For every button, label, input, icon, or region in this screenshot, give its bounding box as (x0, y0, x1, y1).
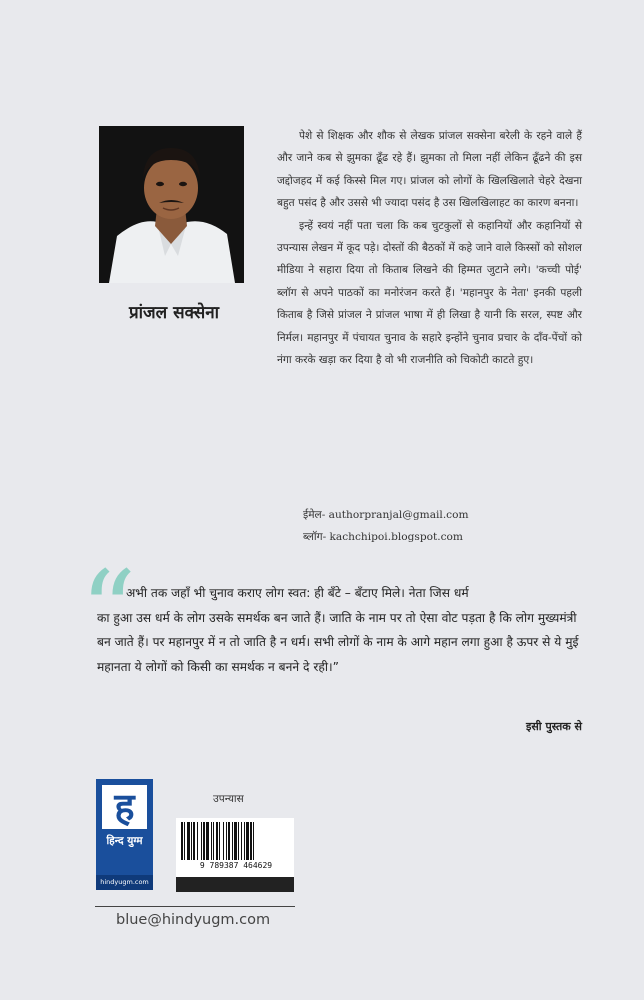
author-name: प्रांजल सक्सेना (128, 303, 220, 323)
barcode-bar (238, 822, 239, 860)
barcode-bar (241, 822, 242, 860)
barcode-bar (197, 822, 198, 860)
barcode-bar (193, 822, 195, 860)
barcode-bars-icon (181, 822, 289, 860)
publisher-logo-url: hindyugm.com (96, 875, 153, 890)
quote-attribution: इसी पुस्तक से (525, 720, 582, 733)
barcode-bar (211, 822, 212, 860)
author-email: ईमेल- authorpranjal@gmail.com (303, 509, 469, 521)
quote-rest: का हुआ उस धर्म के लोग उसके समर्थक बन जाते हैं। जाति के नाम पर तो ऐसा वोट पड़ता है कि लोग मुख्यमंत्री बन जाते हैं। पर महानपुर में न तो जाति है न धर्म। सभी लोगों के नाम के आगे महान लगा हुआ है ऊपर से ये मुई महानता ये लोगों को किसी का समर्थक न बनने दे रही।” (97, 610, 579, 674)
bio-paragraph-2: इन्हें स्वयं नहीं पता चला कि कब चुटकुलों से कहानियों और कहानियों से उपन्यास लेखन में कूद पड़े। दोस्तों की बैठकों में कहे जाने वाले किस्सों को सोशल मीडिया ने सहारा दिया तो किताब लिखने की हिम्मत जुटाने लगे। 'कच्ची पोई' ब्लॉग से अपने पाठकों का मनोरंजन करते हैं। 'महानपुर के नेता' इनकी पहली किताब है जिसे प्रांजल ने प्रांजल भाषा में ही लिखा है यानी कि सरल, स्पष्ट और निर्मल। महानपुर में पंचायत चुनाव के सहारे इन्होंने चुनाव प्रचार के दाँव-पेंचों को नंगा करके खड़ा कर दिया है वो भी राजनीति को चिकोटी काटते हुए। (277, 219, 582, 367)
barcode-bar (203, 822, 205, 860)
barcode-bar (216, 822, 218, 860)
publisher-email: blue@hindyugm.com (116, 912, 271, 928)
barcode-bar (219, 822, 220, 860)
barcode-bar (181, 822, 183, 860)
barcode-bar (228, 822, 230, 860)
publisher-logo (96, 779, 153, 890)
barcode-bar (206, 822, 209, 860)
footer-divider (95, 906, 295, 907)
author-blog: ब्लॉग- kachchipoi.blogspot.com (303, 531, 463, 543)
barcode-bar (253, 822, 254, 860)
barcode-bar (244, 822, 245, 860)
bio-paragraph-1: पेशे से शिक्षक और शौक से लेखक प्रांजल सक्सेना बरेली के रहने वाले हैं और जाने कब से झुमका ढूँढ रहे हैं। झुमका तो मिला नहीं लेकिन ढूँढने की इस जद्दोजहद में कई किस्से मिल गए। प्रांजल को लोगों के खिलखिलाते चेहरे देखना बहुत पसंद है और उससे भी ज्यादा पसंद है उस खिलखिलाहट का कारण बनना। (277, 130, 582, 210)
barcode-bar (234, 822, 237, 860)
barcode-bar (184, 822, 185, 860)
barcode-digits: 9 789387 464629 (199, 861, 273, 870)
book-excerpt-quote (97, 581, 582, 679)
barcode-bar (250, 822, 252, 860)
barcode-bar (226, 822, 227, 860)
quote-first-line: अभी तक जहाँ भी चुनाव कराए लोग स्वत: ही बँटे – बँटाए मिले। नेता जिस धर्म (126, 586, 469, 600)
author-photo (99, 126, 244, 283)
genre-label: उपन्यास (213, 793, 244, 805)
barcode-bar (246, 822, 249, 860)
author-portrait-icon (99, 126, 244, 283)
quote-mark-icon: “ (80, 547, 137, 675)
barcode-bar (191, 822, 192, 860)
barcode-bar (223, 822, 224, 860)
isbn-barcode (176, 818, 294, 892)
author-bio (277, 125, 582, 371)
barcode-base-strip (176, 877, 294, 892)
barcode-bar (201, 822, 202, 860)
barcode-bar (187, 822, 190, 860)
publisher-logo-mark: ह (102, 785, 147, 829)
barcode-bar (213, 822, 214, 860)
publisher-logo-name: हिन्द युग्म (106, 835, 143, 847)
barcode-bar (232, 822, 233, 860)
